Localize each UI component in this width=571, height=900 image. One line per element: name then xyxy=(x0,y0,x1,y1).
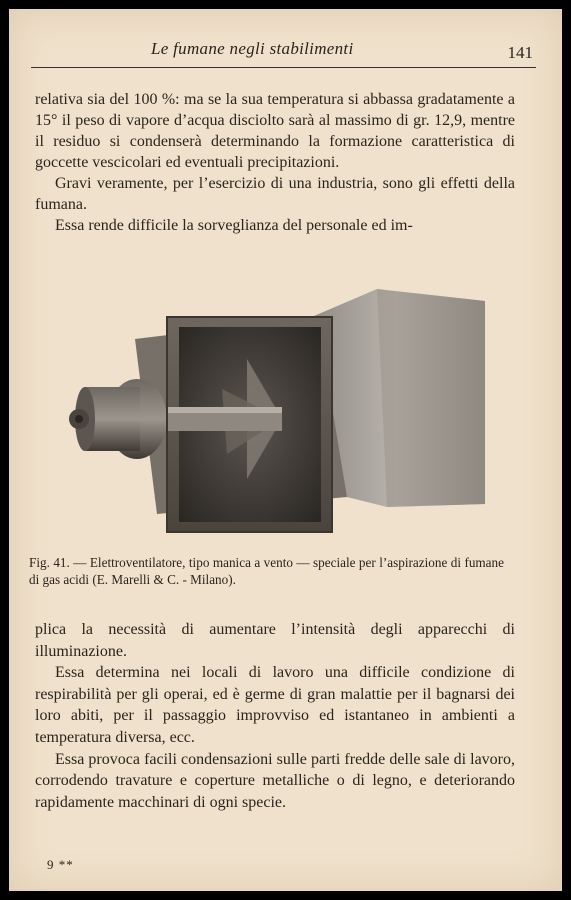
figure-caption: Fig. 41. — Elettroventilatore, tipo manica a vento — speciale per l’aspirazione di fumane di gas acidi (E. Marelli & C. - Milano). xyxy=(29,555,504,587)
paragraph: Gravi veramente, per l’esercizio di una industria, sono gli effetti della fumana. xyxy=(35,175,515,213)
paragraph: relativa sia del 100 %: ma se la sua temperatura si abbassa gradatamente a 15° il peso di vapore d’acqua disciolto sarà al massimo di gr. 12,9, mentre il residuo si condenserà determinando la formazione caratteristica di goccette vescicolari ed eventuali precipitazioni. xyxy=(35,91,515,171)
electric-fan-illustration xyxy=(57,279,487,541)
page-number: 141 xyxy=(507,43,533,62)
book-page xyxy=(9,9,562,891)
signature-mark: 9 ** xyxy=(47,857,74,872)
paragraph: Essa rende difficile la sorveglianza del personale ed im- xyxy=(55,217,413,234)
header-title: Le fumane negli stabilimenti xyxy=(151,39,354,58)
body-text-top xyxy=(35,89,515,236)
paragraph: Essa determina nei locali di lavoro una difficile condizione di respirabilità per gli operai, ed è germe di gran malattie per il bagnarsi dei loro abiti, per il passaggio improvviso ed istantaneo in ambienti a temperatura diversa, ecc. xyxy=(35,664,515,746)
paragraph: plica la necessità di aumentare l’intensità degli apparecchi di illuminazione. xyxy=(35,621,515,660)
header-rule xyxy=(31,67,536,68)
body-text-bottom xyxy=(35,619,515,813)
paragraph: Essa provoca facili condensazioni sulle parti fredde delle sale di lavoro, corrodendo travature e coperture metalliche o di legno, e deteriorando rapidamente macchinari di ogni specie. xyxy=(35,750,515,811)
running-header xyxy=(31,39,531,71)
figure-illustration xyxy=(57,279,487,541)
